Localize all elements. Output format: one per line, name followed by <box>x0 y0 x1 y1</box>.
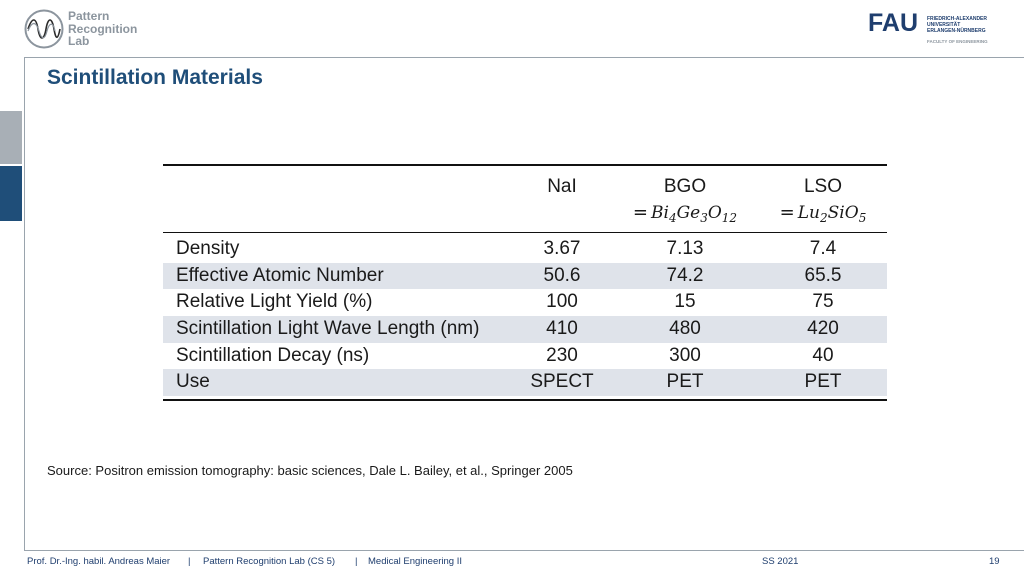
cell-bgo: 15 <box>674 291 696 313</box>
lso-formula-part: SiO <box>827 203 859 223</box>
column-header-nai-name: NaI <box>547 176 577 197</box>
bgo-formula-part: O <box>707 203 722 223</box>
source-citation: Source: Positron emission tomography: basic sciences, Dale L. Bailey, et al., Springer 2005 <box>47 463 573 478</box>
cell-nai: SPECT <box>530 371 594 393</box>
lab-logo-line-1: Pattern <box>68 9 110 23</box>
table-row <box>163 369 887 396</box>
side-marker-blue <box>0 166 22 221</box>
cell-nai: 3.67 <box>543 238 581 259</box>
frame-left-rule <box>24 57 25 551</box>
footer-lab: Pattern Recognition Lab (CS 5) <box>203 556 336 567</box>
cell-bgo: 300 <box>669 344 701 366</box>
footer-page-number: 19 <box>989 556 1000 567</box>
row-label: Use <box>176 371 210 393</box>
bgo-formula-sub: 4 <box>668 211 677 225</box>
frame-bottom-rule <box>24 550 1024 551</box>
fau-logo <box>868 9 998 47</box>
cell-nai: 100 <box>546 291 578 313</box>
cell-bgo: PET <box>666 371 704 393</box>
cell-nai: 50.6 <box>543 264 581 286</box>
fau-line-3: ERLANGEN-NÜRNBERG <box>927 28 986 34</box>
lso-formula-part: Lu <box>797 203 821 223</box>
cell-lso: 75 <box>812 291 834 313</box>
fau-university-name <box>927 16 987 34</box>
bgo-formula-eq: = <box>632 202 648 223</box>
footer-author: Prof. Dr.-Ing. habil. Andreas Maier <box>27 556 171 567</box>
fau-faculty: FACULTY OF ENGINEERING <box>927 39 988 44</box>
footer-separator: | <box>355 556 358 567</box>
table-row <box>163 289 887 316</box>
table-row <box>163 343 887 370</box>
fau-letters: FAU <box>868 9 918 37</box>
table-header-row <box>163 166 887 232</box>
footer-course: Medical Engineering II <box>368 556 462 567</box>
column-header-lso <box>753 176 893 225</box>
fau-line-2: UNIVERSITÄT <box>927 22 961 28</box>
frame-top-rule <box>24 57 1024 58</box>
cell-bgo: 480 <box>669 318 701 340</box>
row-label: Density <box>176 238 240 259</box>
cell-bgo: 7.13 <box>666 238 704 259</box>
table-bottom-rule <box>163 399 887 401</box>
lso-formula-eq: = <box>779 202 795 223</box>
column-header-bgo-name: BGO <box>663 176 707 197</box>
bgo-formula-sub: 3 <box>700 211 708 225</box>
bgo-formula-part: Ge <box>676 203 701 223</box>
slide-title: Scintillation Materials <box>47 66 263 89</box>
table-row <box>163 263 887 290</box>
footer-semester: SS 2021 <box>762 556 799 567</box>
table-row <box>163 316 887 343</box>
lab-logo-line-3: Lab <box>68 34 90 48</box>
cell-lso: 7.4 <box>809 238 837 259</box>
column-header-nai <box>502 176 622 198</box>
lso-formula-sub: 2 <box>820 211 828 225</box>
bgo-formula <box>610 202 760 225</box>
row-label: Scintillation Light Wave Length (nm) <box>176 318 480 340</box>
lso-formula <box>753 202 893 225</box>
cell-nai: 230 <box>546 344 578 366</box>
lab-logo-icon <box>24 9 64 49</box>
cell-bgo: 74.2 <box>666 264 704 286</box>
row-label: Relative Light Yield (%) <box>176 291 373 313</box>
fau-line-1: FRIEDRICH-ALEXANDER <box>927 16 987 22</box>
lab-logo-text <box>68 10 137 48</box>
cell-lso: 420 <box>807 318 839 340</box>
lab-logo-line-2: Recognition <box>68 21 138 36</box>
side-marker-gray <box>0 111 22 164</box>
row-label: Scintillation Decay (ns) <box>176 344 370 366</box>
table-row <box>163 236 887 263</box>
cell-lso: 65.5 <box>804 264 842 286</box>
column-header-lso-name: LSO <box>803 176 843 197</box>
lso-formula-sub: 5 <box>858 211 867 225</box>
bgo-formula-part: Bi <box>651 203 669 223</box>
footer-separator: | <box>188 556 191 567</box>
scintillation-table <box>163 164 887 401</box>
cell-lso: PET <box>804 371 842 393</box>
cell-nai: 410 <box>546 318 578 340</box>
bgo-formula-sub: 12 <box>721 211 738 225</box>
pattern-recognition-lab-logo <box>24 9 164 53</box>
cell-lso: 40 <box>812 344 834 366</box>
column-header-bgo <box>610 176 760 225</box>
row-label: Effective Atomic Number <box>176 264 384 286</box>
